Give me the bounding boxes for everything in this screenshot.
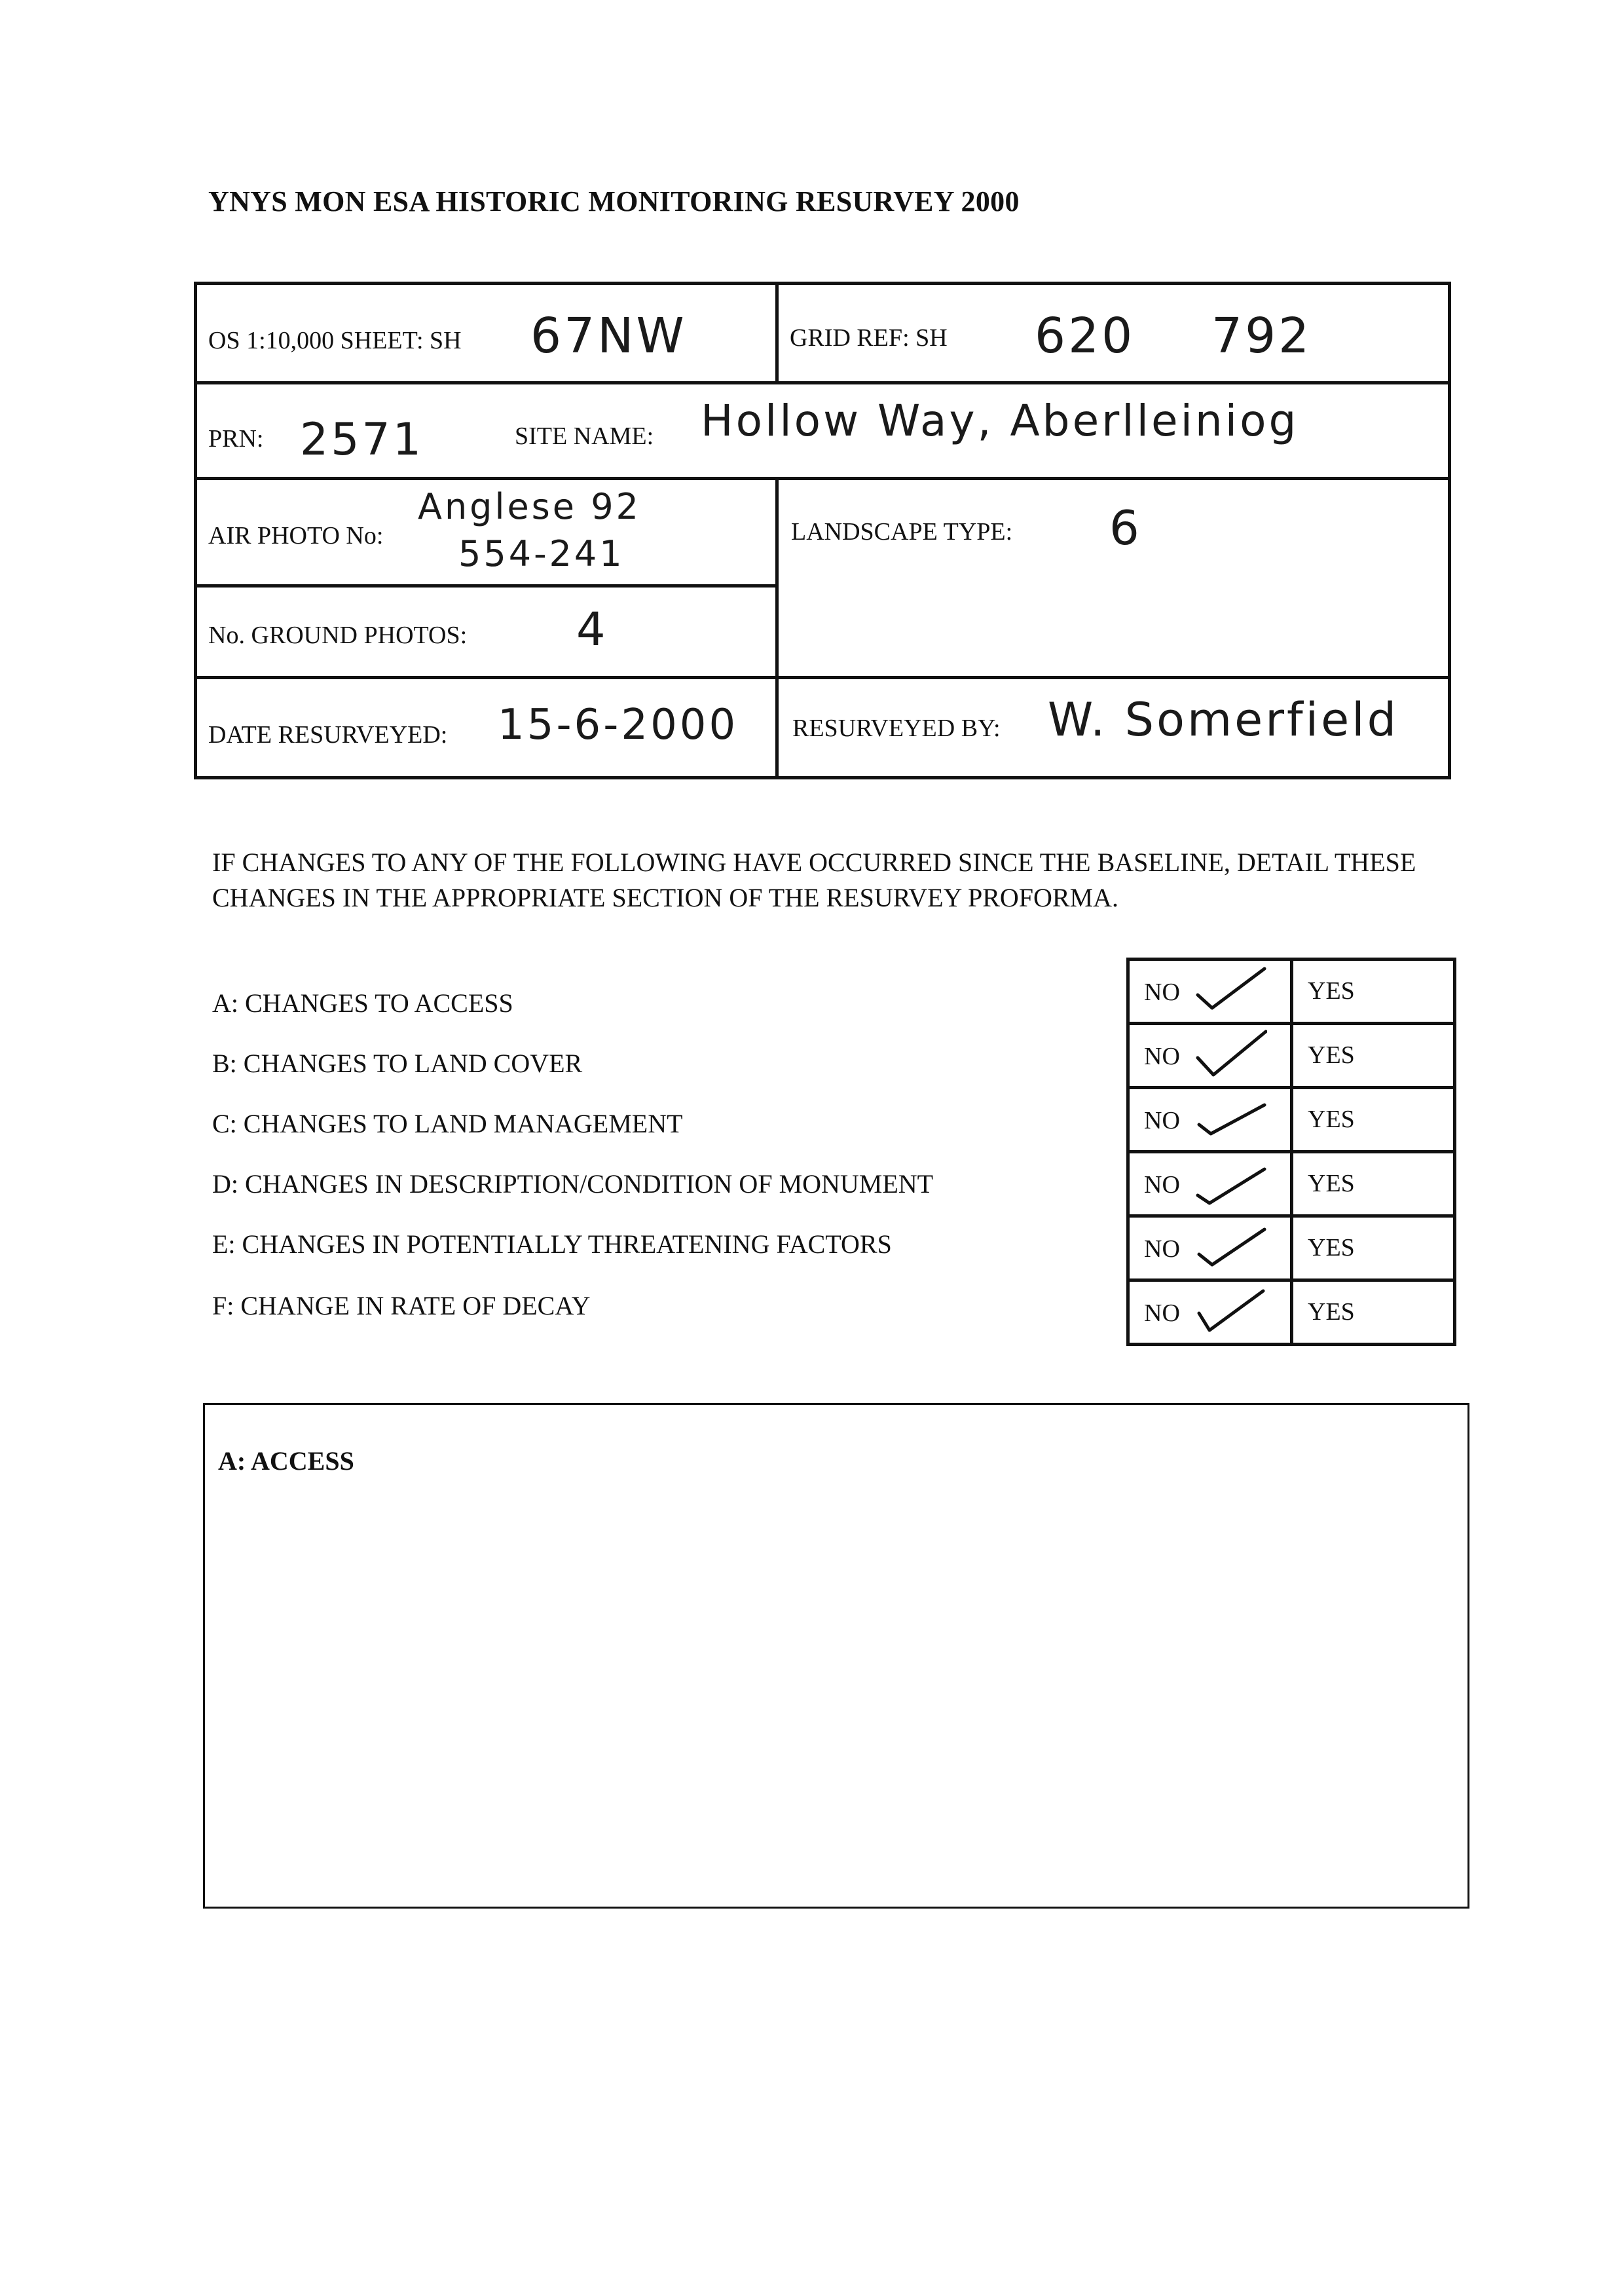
no-checkbox[interactable]: NO — [1130, 1153, 1293, 1214]
resurveyed-by-label: RESURVEYED BY: — [792, 715, 1001, 742]
question-monument-condition-label: D: CHANGES IN DESCRIPTION/CONDITION OF MONUMENT — [212, 1169, 934, 1199]
divider — [775, 282, 779, 381]
os-sheet-label: OS 1:10,000 SHEET: SH — [208, 327, 462, 354]
answer-row-rate-of-decay — [1130, 1282, 1453, 1346]
date-resurveyed-label: DATE RESURVEYED: — [208, 721, 448, 749]
ground-photos-value[interactable]: 4 — [576, 603, 608, 656]
answer-row-land-cover — [1130, 1025, 1453, 1089]
air-photo-value-line2[interactable]: 554-241 — [458, 533, 625, 574]
air-photo-label: AIR PHOTO No: — [208, 522, 384, 550]
yes-checkbox[interactable]: YES — [1308, 1298, 1355, 1326]
grid-ref-label: GRID REF: SH — [790, 324, 948, 352]
yes-no-answer-grid — [1126, 958, 1456, 1346]
ground-photos-label: No. GROUND PHOTOS: — [208, 622, 468, 649]
no-checkbox[interactable]: NO — [1130, 1218, 1293, 1278]
checkmark-icon — [1195, 965, 1267, 1017]
landscape-type-value[interactable]: 6 — [1109, 500, 1142, 555]
divider — [194, 676, 1451, 679]
site-name-value[interactable]: Hollow Way, Aberlleiniog — [701, 396, 1299, 446]
question-land-management-label: C: CHANGES TO LAND MANAGEMENT — [212, 1109, 683, 1138]
yes-checkbox[interactable]: YES — [1308, 1234, 1355, 1261]
no-checkbox[interactable]: NO — [1130, 1089, 1293, 1150]
date-resurveyed-value[interactable]: 15-6-2000 — [498, 701, 739, 749]
yes-checkbox[interactable]: YES — [1308, 1041, 1355, 1069]
answer-row-threatening-factors — [1130, 1218, 1453, 1282]
page-title: YNYS MON ESA HISTORIC MONITORING RESURVEY 2000 — [208, 185, 1020, 217]
checkmark-icon — [1195, 1093, 1267, 1146]
no-checkbox[interactable]: NO — [1130, 1025, 1293, 1086]
grid-ref-northing[interactable]: 792 — [1211, 308, 1312, 364]
os-sheet-value[interactable]: 67NW — [530, 308, 687, 364]
divider — [194, 584, 778, 588]
checkmark-icon — [1195, 1222, 1267, 1274]
access-section-heading: A: ACCESS — [218, 1446, 354, 1476]
answer-row-monument-condition — [1130, 1153, 1453, 1218]
divider — [194, 477, 1451, 480]
question-rate-of-decay-label: F: CHANGE IN RATE OF DECAY — [212, 1291, 591, 1320]
checkmark-icon — [1195, 1157, 1267, 1210]
air-photo-value-line1[interactable]: Anglese 92 — [418, 486, 641, 527]
answer-row-land-management — [1130, 1089, 1453, 1153]
site-name-label: SITE NAME: — [515, 422, 654, 450]
no-checkbox[interactable]: NO — [1130, 1282, 1293, 1343]
prn-value[interactable]: 2571 — [300, 414, 424, 466]
no-checkbox[interactable]: NO — [1130, 961, 1293, 1022]
grid-ref-easting[interactable]: 620 — [1035, 308, 1135, 364]
divider — [194, 381, 1451, 384]
answer-row-access — [1130, 961, 1453, 1025]
resurveyed-by-value[interactable]: W. Somerfield — [1048, 693, 1399, 747]
prn-label: PRN: — [208, 425, 264, 453]
yes-checkbox[interactable]: YES — [1308, 1106, 1355, 1133]
question-threatening-factors-label: E: CHANGES IN POTENTIALLY THREATENING FACTORS — [212, 1229, 892, 1259]
checkmark-icon — [1195, 1029, 1267, 1081]
yes-checkbox[interactable]: YES — [1308, 1170, 1355, 1197]
instructions-text: IF CHANGES TO ANY OF THE FOLLOWING HAVE OCCURRED SINCE THE BASELINE, DETAIL THESE CHANGES IN THE APPROPRIATE SECTION OF THE RESURVEY PROFORMA. — [212, 848, 1416, 912]
yes-checkbox[interactable]: YES — [1308, 977, 1355, 1005]
question-land-cover-label: B: CHANGES TO LAND COVER — [212, 1049, 583, 1078]
checkmark-icon — [1195, 1286, 1267, 1338]
question-access-label: A: CHANGES TO ACCESS — [212, 988, 513, 1018]
access-section-box[interactable] — [203, 1403, 1469, 1909]
landscape-type-label: LANDSCAPE TYPE: — [791, 518, 1013, 546]
divider — [775, 477, 779, 779]
